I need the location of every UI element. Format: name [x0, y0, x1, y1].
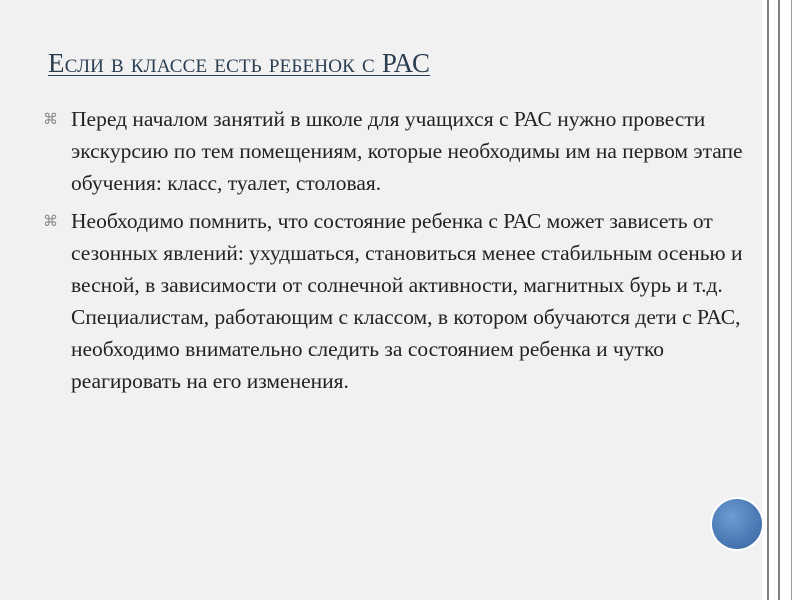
- bullet-marker-icon: ⌘: [43, 112, 58, 128]
- bullet-item: [43, 103, 761, 199]
- right-border-line: [778, 0, 780, 600]
- decorative-circle: [712, 499, 762, 549]
- bullet-item: [43, 205, 761, 397]
- slide-content: [43, 103, 761, 403]
- right-border-line: [767, 0, 769, 600]
- bullet-marker-icon: ⌘: [43, 214, 58, 230]
- bullet-text: Необходимо помнить, что состояние ребенка с РАС может зависеть от сезонных явлений: ухудшаться, становиться менее стабильным осенью и весной, в зависимости от солнечной активности, магнитных бурь и т.д. Специалистам, работающим с классом, в котором обучаются дети с РАС, необходимо внимательно следить за состоянием ребенка и чутко реагировать на его изменения.: [71, 209, 743, 393]
- slide-title: Если в классе есть ребенок с РАС: [48, 48, 431, 78]
- right-border-line: [791, 0, 792, 600]
- bullet-text: Перед началом занятий в школе для учащихся с РАС нужно провести экскурсию по тем помещениям, которые необходимы им на первом этапе обучения: класс, туалет, столовая.: [71, 107, 743, 195]
